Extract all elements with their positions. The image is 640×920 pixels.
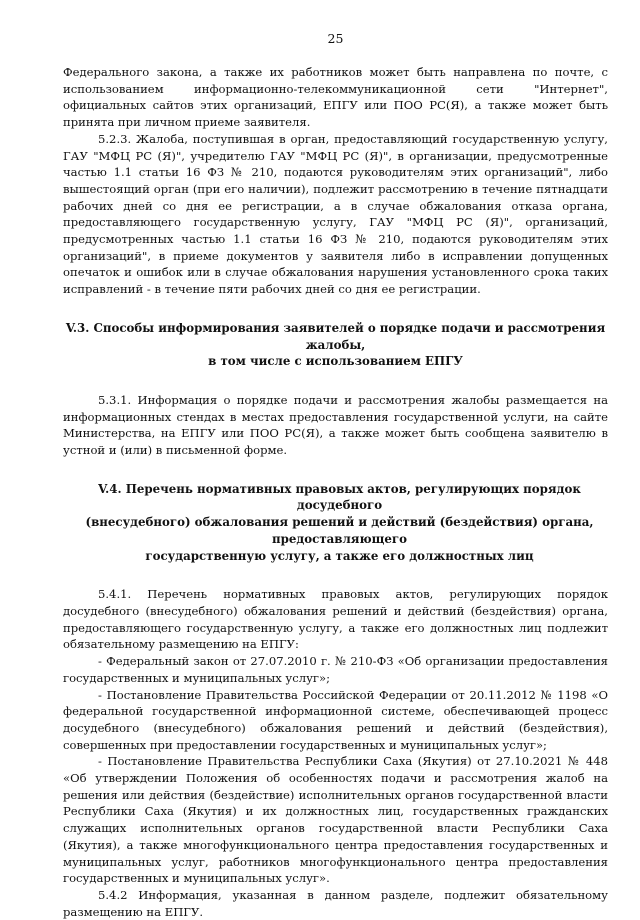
section-5-4-heading-line: V.4. Перечень нормативных правовых актов, регулирующих порядок досудебного — [98, 481, 581, 513]
page-number: 25 — [327, 31, 344, 46]
section-5-3-heading — [63, 320, 608, 370]
paragraph-5-4-1: 5.4.1. Перечень нормативных правовых актов, регулирующих порядок досудебного (внесудебного) обжалования решений и действий (бездействия) органа, предоставляющего государственную услугу, а также его должностных лиц подлежит обязательному размещению на ЕПГУ: — [63, 587, 608, 652]
section-5-3-heading-line: в том числе с использованием ЕПГУ — [208, 354, 463, 369]
section-5-4-heading-line: (внесудебного) обжалования решений и действий (бездействия) органа, предоставляющего — [85, 515, 594, 546]
section-5-4-heading — [63, 481, 608, 565]
paragraph-5-2-3: 5.2.3. Жалоба, поступившая в орган, предоставляющий государственную услугу, ГАУ "МФЦ РС (Я)", учредителю ГАУ "МФЦ РС (Я)", в организации, предусмотренные частью 1.1 статьи 16 ФЗ № 210, подаются руководителям этих организаций", либо вышестоящий орган (при его наличии), подлежит рассмотрению в течение пятнадцати рабочих дней со дня ее регистрации, а в случае обжалования отказа органа, предоставляющего государственную услугу, ГАУ "МФЦ РС (Я)", организаций, предусмотренных частью 1.1 статьи 16 ФЗ № 210, подаются руководителям этих организаций", в приеме документов у заявителя либо в исправлении допущенных опечаток и ошибок или в случае обжалования нарушения установленного срока таких исправлений - в течение пяти рабочих дней со дня ее регистрации. — [63, 131, 608, 297]
list-item-law-210: - Федеральный закон от 27.07.2010 г. № 210-ФЗ «Об организации предоставления государственных и муниципальных услуг»; — [63, 654, 608, 685]
paragraph-continuation: Федерального закона, а также их работников может быть направлена по почте, с использованием информационно-телекоммуникационной сети "Интернет", официальных сайтов этих организаций, ЕПГУ или ПОО РС(Я), а также может быть принята при личном приеме заявителя. — [63, 65, 608, 130]
list-item-resolution-448: - Постановление Правительства Республики Саха (Якутия) от 27.10.2021 № 448 «Об утверждении Положения об особенностях подачи и рассмотрения жалоб на решения или действия (бездействие) исполнительных органов государственной власти Республики Саха (Якутия) и их должностных лиц, государственных гражданских служащих исполнительных органов государственной власти Республики Саха (Якутия), а также многофункционального центра предоставления государственных и муниципальных услуг, работников многофункционального центра предоставления государственных и муниципальных услуг». — [63, 754, 608, 886]
paragraph-5-3-1: 5.3.1. Информация о порядке подачи и рассмотрения жалобы размещается на информационных стендах в местах предоставления государственной услуги, на сайте Министерства, на ЕПГУ или ПОО РС(Я), а также может быть сообщена заявителю в устной и (или) в письменной форме. — [63, 392, 608, 458]
section-5-3-heading-line: V.3. Способы информирования заявителей о порядке подачи и рассмотрения жалобы, — [65, 320, 606, 352]
paragraph-5-4-2: 5.4.2 Информация, указанная в данном разделе, подлежит обязательному размещению на ЕПГУ. — [63, 887, 608, 919]
list-item-resolution-1198: - Постановление Правительства Российской Федерации от 20.11.2012 № 1198 «О федеральной государственной информационной системе, обеспечивающей процесс досудебного (внесудебного) обжалования решений и действий (бездействия), совершенных при предоставлении государственных и муниципальных услуг»; — [63, 687, 608, 752]
section-5-4-heading-line: государственную услугу, а также его должностных лиц — [145, 548, 534, 563]
